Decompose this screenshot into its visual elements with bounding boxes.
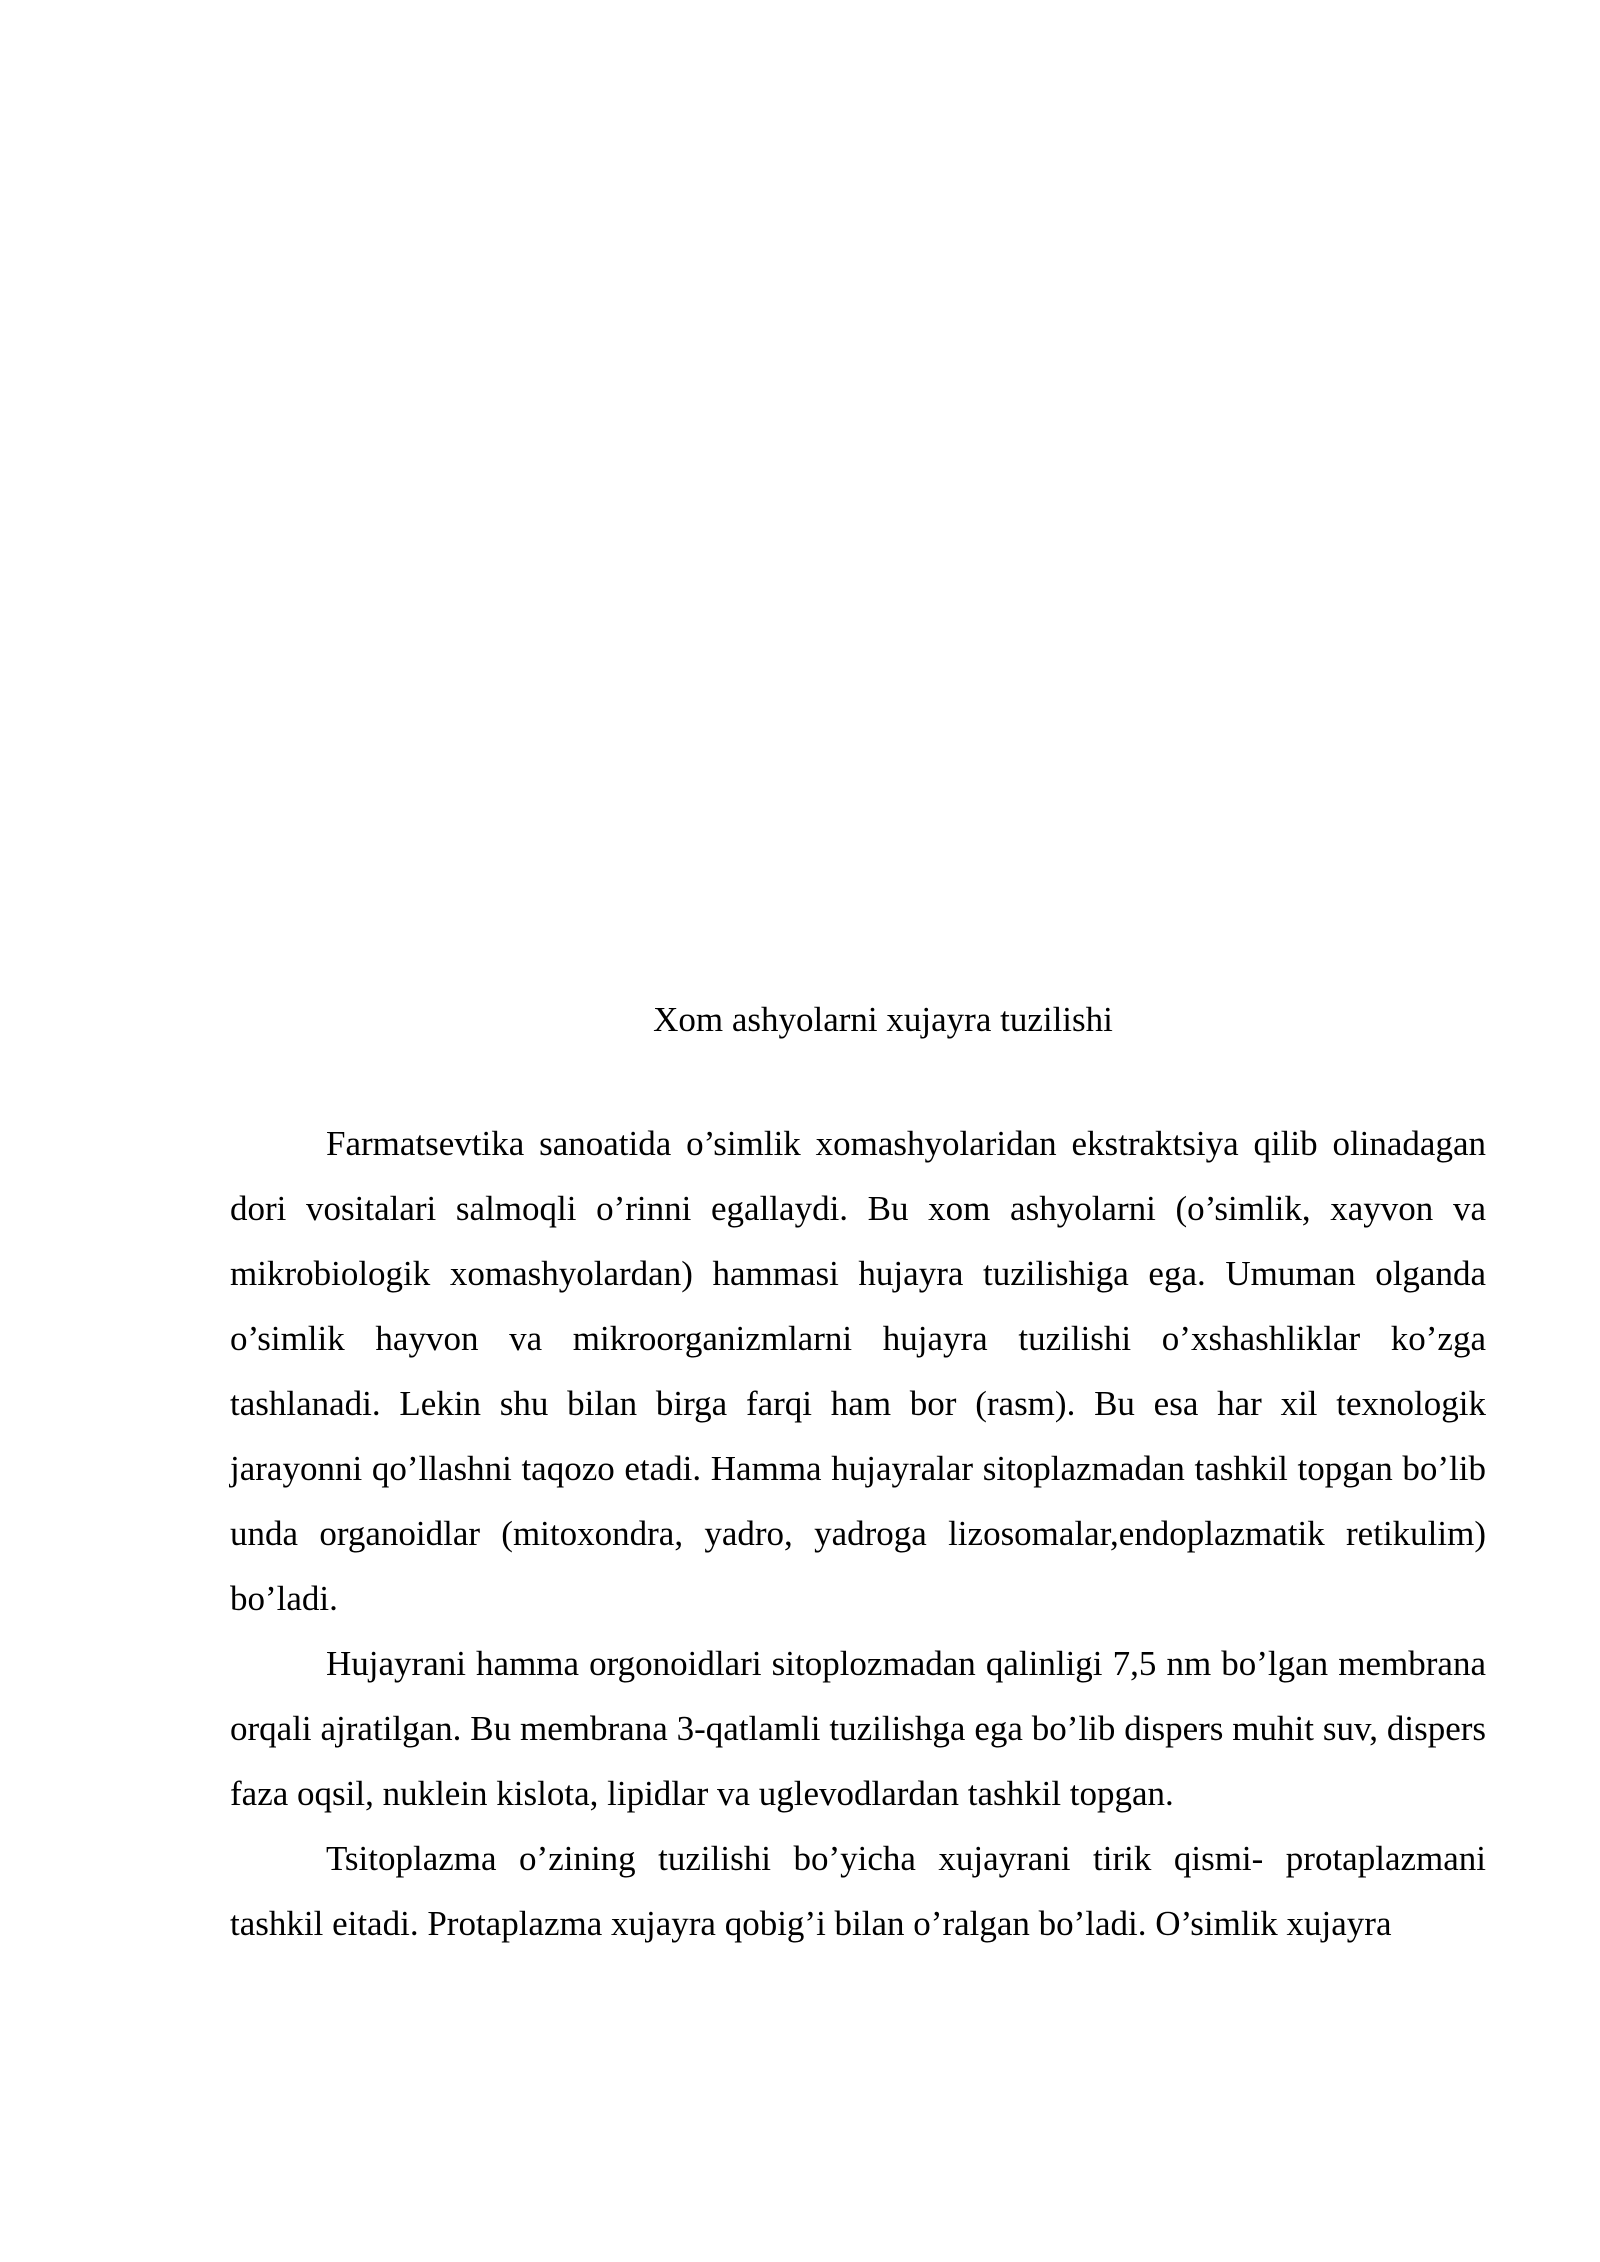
document-body <box>230 1111 1486 1956</box>
paragraph-intro: Farmatsevtika sanoatida o’simlik xomashyolaridan ekstraktsiya qilib olinadagan dori vositalari salmoqli o’rinni egallaydi. Bu xom ashyolarni (o’simlik, xayvon va mikrobiologik xomashyolardan) hammasi hujayra tuzilishiga ega. Umuman olganda o’simlik hayvon va mikroorganizmlarni hujayra tuzilishi o’xshashliklar ko’zga tashlanadi. Lekin shu bilan birga farqi ham bor (rasm). Bu esa har xil texnologik jarayonni qo’llashni taqozo etadi. Hamma hujayralar sitoplazmadan tashkil topgan bo’lib unda organoidlar (mitoxondra, yadro, yadroga lizosomalar,endoplazmatik retikulim) bo’ladi. <box>230 1124 1486 1618</box>
paragraph-cytoplasm: Tsitoplazma o’zining tuzilishi bo’yicha xujayrani tirik qismi- protaplazmani tashkil eitadi. Protaplazma xujayra qobig’i bilan o’ralgan bo’ladi. O’simlik xujayra <box>230 1839 1486 1943</box>
page-content <box>230 985 1486 1956</box>
document-title: Xom ashyolarni xujayra tuzilishi <box>653 1000 1113 1039</box>
paragraph-organoids: Hujayrani hamma orgonoidlari sitoplozmadan qalinligi 7,5 nm bo’lgan membrana orqali ajratilgan. Bu membrana 3-qatlamli tuzilishga ega bo’lib dispers muhit suv, dispers faza oqsil, nuklein kislota, lipidlar va uglevodlardan tashkil topgan. <box>230 1644 1486 1813</box>
